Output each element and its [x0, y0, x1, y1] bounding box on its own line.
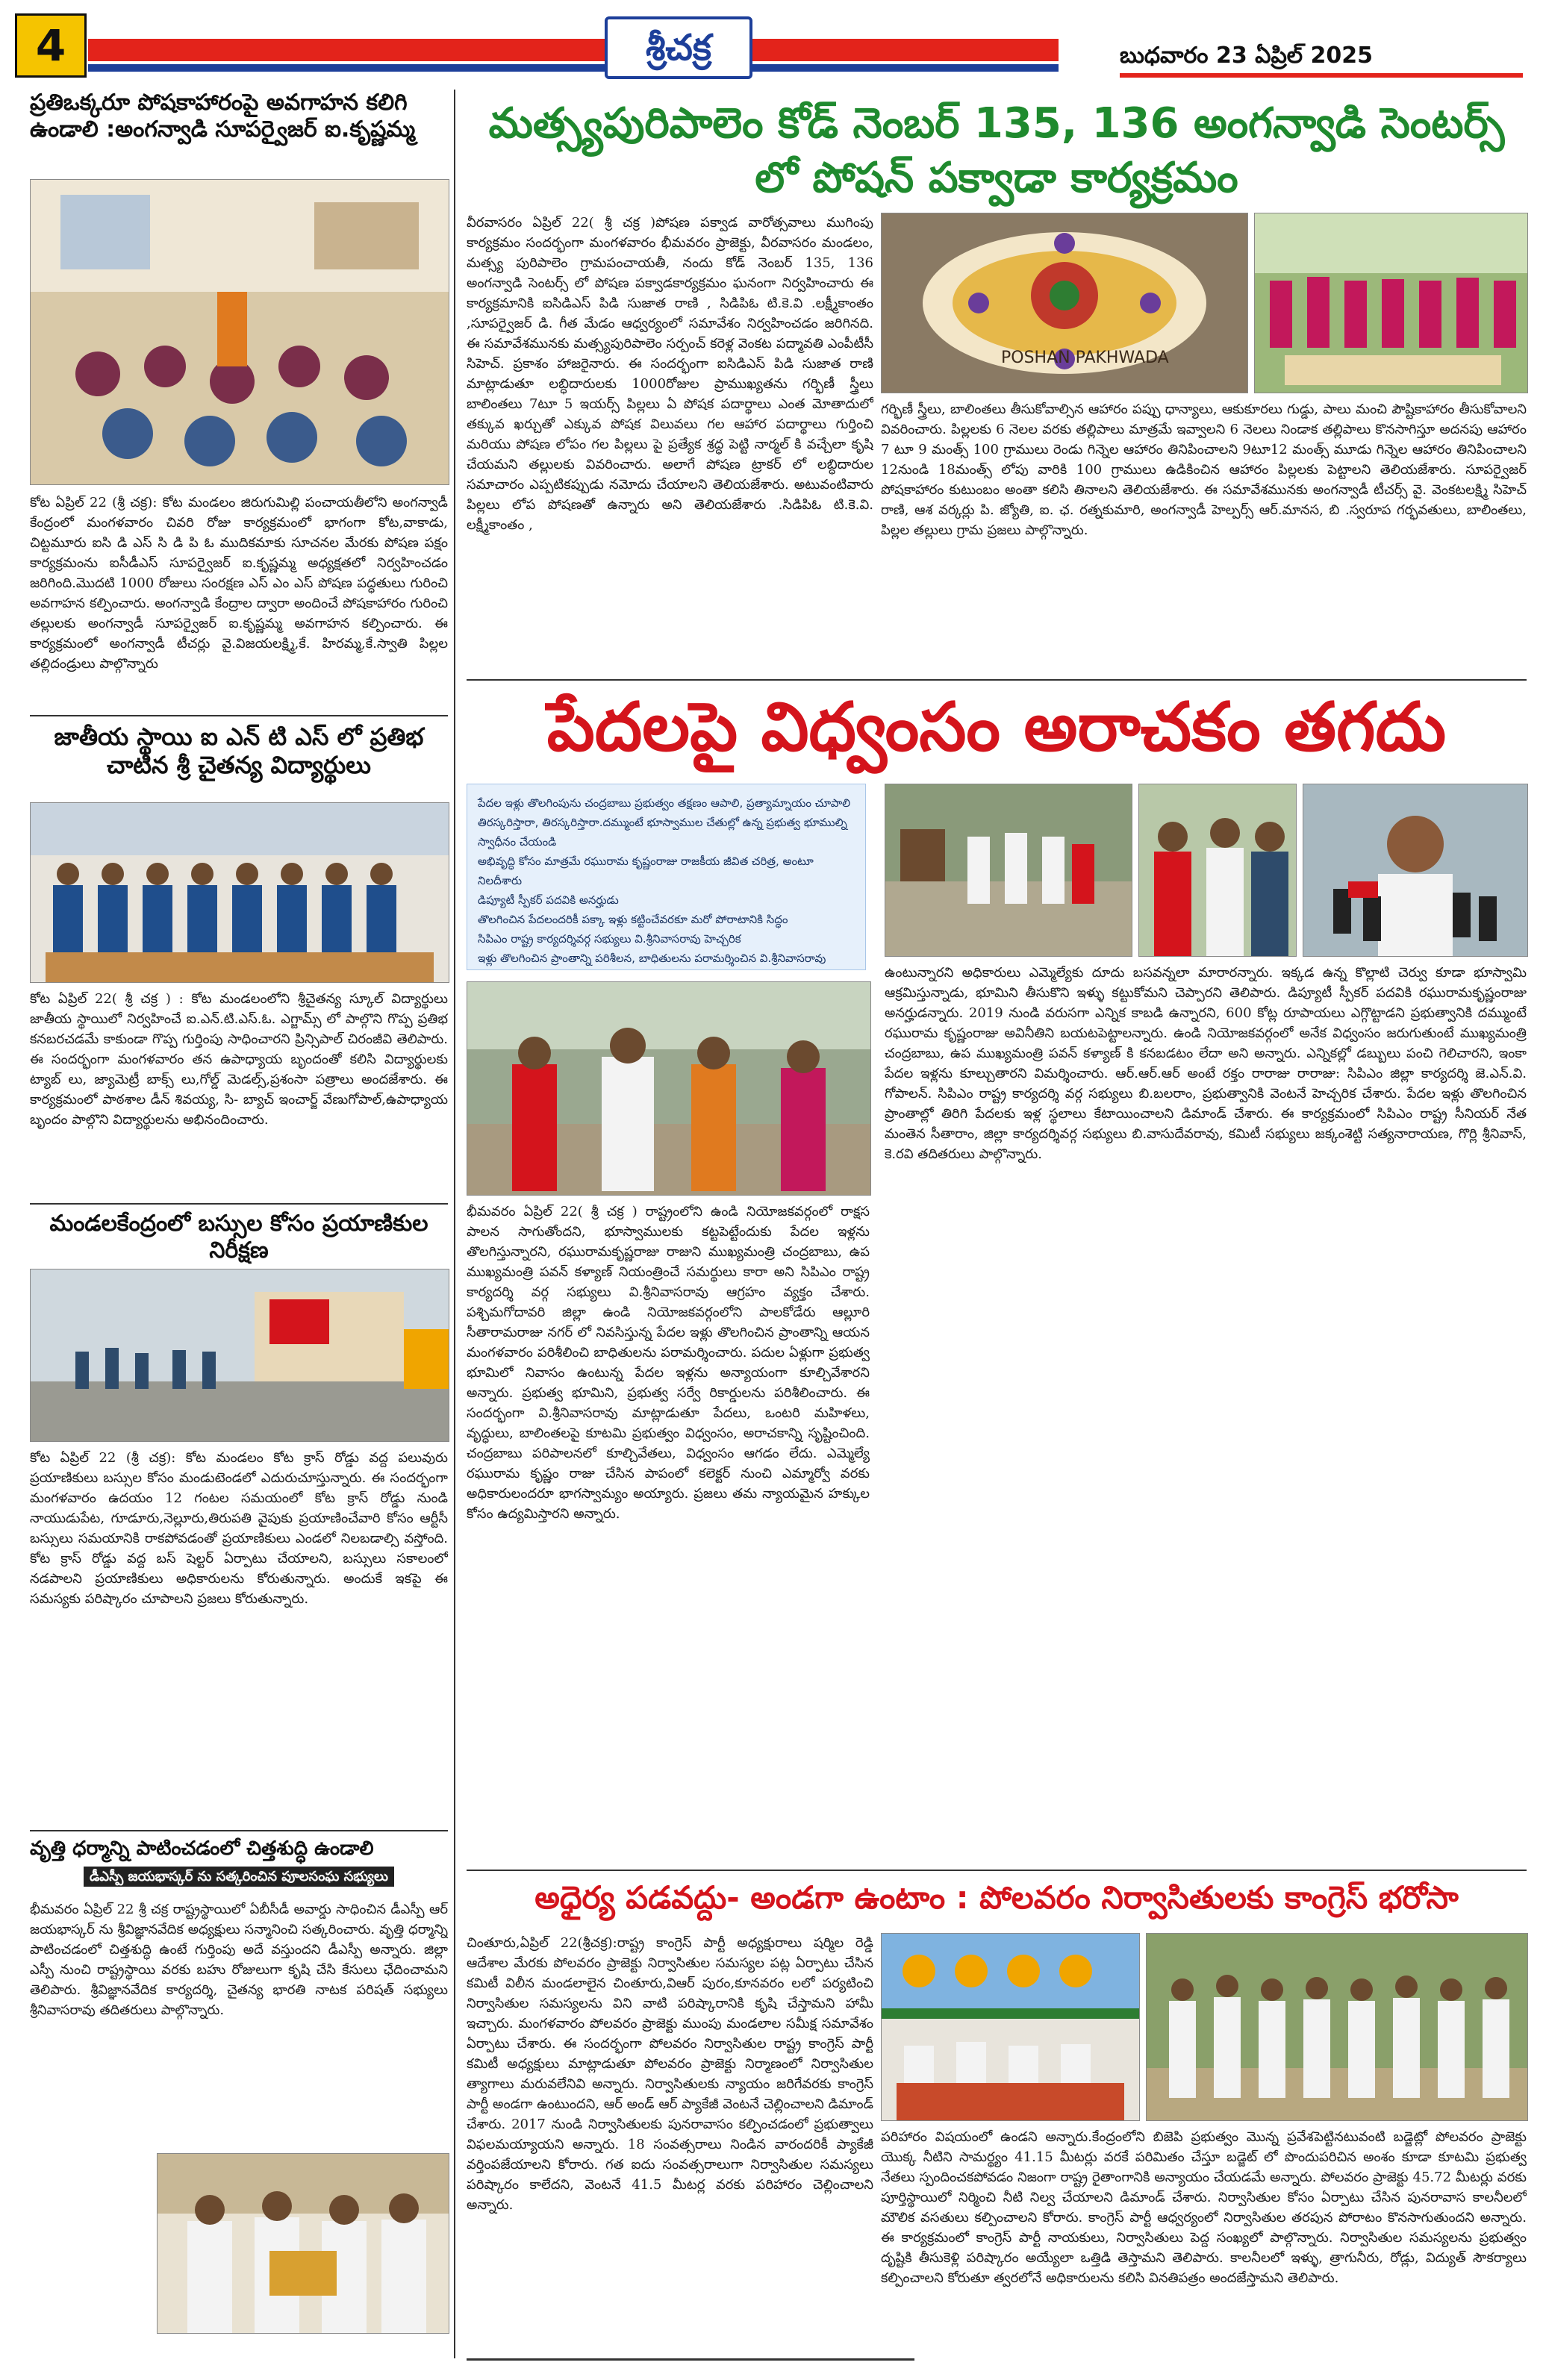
vritti-subhead-wrap: [30, 1869, 448, 1887]
poshan-pakhwada-rangoli-photo: [881, 213, 1248, 393]
footer-rule: [467, 2358, 914, 2361]
poshan-headline: మత్స్యపురిపాలెం కోడ్ నెంబర్ 135, 136 అంగన్వాడి సెంటర్స్ లో పోషన్ పక్వాడా కార్యక్రమం: [488, 99, 1505, 202]
article-divider: [30, 1830, 448, 1831]
pedala-headline: పేదలపై విధ్వంసం అరాచకం తగదు: [546, 688, 1447, 766]
quote-line: డిప్యూటీ స్పీకర్ పదవికి అనర్హుడు: [478, 893, 619, 907]
poshan-body-left: వీరవాసరం ఏప్రిల్ 22( శ్రీ చక్ర )పోషణ పక్వాడ వారోత్సవాలు ముగింపు కార్యక్రమం సందర్భంగా మంగళవారం భీమవరం ప్రాజెక్టు, వీరవాసరం మండలం, మత్స్య పురిపాలెం గ్రామపంచాయతీ, నందు కోడ్ నెంబర్ 135, 136 అంగన్వాడి సెంటర్స్ లో పోషణ పక్వాడకార్యక్రమం ఘనంగా నిర్వహించారు ఈ కార్యక్రమానికి ఐసిడిఎస్ పిడి సుజాత రాణి , సిడిపిఓ టి.కె.వి .లక్ష్మీకాంతం ,సూపర్వైజర్ డి. గీత మేడం ఆధ్వర్యంలో సమావేశం నిర్వహించడం జరిగినది. ఈ సమావేశమునకు మత్స్యపురిపాలెం సర్పంచ్ కరెళ్ల వెంకట పద్మావతి ఎంపీటీసీ సిహెచ్. ప్రకాశం హాజరైనారు. ఈ సందర్భంగా ఐసిడిఎస్ పిడి సుజాత రాణి మాట్లాడుతూ లబ్ధిదారులకు 1000రోజుల ప్రాముఖ్యతను గర్భిణీ స్త్రీలు బాలింతలు 7టూ 5 ఇయర్స్ పిల్లలు ఏ పోషక పదార్థాలు ఎంత మోతాదులో తక్కువ ఖర్చుతో ఎక్కువ పోషక విలువలు గల ఆహార పదార్థాలు గుర్తించి మరియు పోషణ లోపం గల పిల్లలు పై ప్రత్యేక శ్రద్ధ పెట్టి నార్మల్ కి వచ్చేలా కృషి చేయమని తల్లులకు వివరించారు. అలాగే పోషణ ట్రాకర్ లో లబ్ధిదారుల సమాచారం ఎప్పటికప్పుడు నమోదు చేయాలని తెలియజేశారు. అటువంటివారు పిల్లలు లోప పోషణతో ఉన్నారు అని తెలియజేశారు .సిడిపిఓ టి.కె.వి. లక్ష్మీకాంతం ,: [467, 215, 873, 533]
page-number: 4: [15, 13, 87, 78]
polavaram-headline: అధైర్య పడవద్దు- అండగా ఉంటాం : పోలవరం నిర్వాసితులకు కాంగ్రెస్ భరోసా: [534, 1879, 1459, 1916]
anganwadi-group-photo: [1254, 213, 1528, 393]
pedala-body-left: భీమవరం ఏప్రిల్ 22( శ్రీ చక్ర ) రాష్ట్రంలోని ఉండి నియోజకవర్గంలో రాక్షస పాలన సాగుతోందని, భూస్వాములకు కట్టపెట్టేందుకు పేదల ఇళ్లను తొలగిస్తున్నారని, రఘురామకృష్ణరాజు రాజుని ముఖ్యమంత్రి చంద్రబాబు, ఉప ముఖ్యమంత్రి పవన్ కళ్యాణ్ నియంత్రించే సమర్థులు కారా అని సిపిఎం రాష్ట్ర కార్యదర్శి వర్గ సభ్యులు వి.శ్రీనివాసరావు ఆగ్రహం వ్యక్తం చేశారు. పశ్చిమగోదావరి జిల్లా ఉండి నియోజకవర్గంలోని పాలకోడేరు ఆల్లూరి సీతారామరాజు నగర్ లో నివసిస్తున్న పేదల ఇళ్లు తొలగించిన ప్రాంతాన్ని ఆయన మంగళవారం పరిశీలించి బాధితులను పరామర్శించారు. పదుల ఏళ్లుగా ప్రభుత్వ భూమిలో నివాసం ఉంటున్న పేదల ఇళ్లను అన్యాయంగా కూల్చివేశారని అన్నారు. ప్రభుత్వ భూమిని, ప్రభుత్వ సర్వే రికార్డులను పరిశీలించారు. ఈ సందర్భంగా వి.శ్రీనివాసరావు మాట్లాడుతూ పేదలు, ఒంటరి మహిళలు, వృద్ధులు, బాలింతలపై కూటమి ప్రభుత్వం విధ్వంసం, అరాచకాన్ని సృష్టించింది. చంద్రబాబు పరిపాలనలో కూల్చివేతలు, విధ్వంసం ఆగడం లేదు. ఎమ్మెల్యే రఘురామ కృష్ణం రాజు చేసిన పాపంలో కలెక్టర్ నుంచి ఎమ్మార్వో వరకు అధికారులందరూ భాగస్వామ్యం అయ్యారు. ప్రజలు తమ న్యాయమైన హక్కుల కోసం ఉద్యమిస్తారని అన్నారు.: [467, 1204, 870, 1522]
pedala-body-right: ఉంటున్నారని అధికారులు ఎమ్మెల్యేకు దూదు బసవన్నలా మారారన్నారు. ఇక్కడ ఉన్న కొల్లాటి చెర్వు కూడా భూస్వామి ఆక్రమిస్తున్నాడు, భూమిని తీసుకొని ఇళ్ళు కట్టుకోమని చెప్పారని తెలిపారు. డిప్యూటీ స్పీకర్ పదవికి రఘురామకృష్ణంరాజు అనర్హుడన్నారు. 2019 నుండి వరుసగా ఎన్నిక కాబడి ఉన్నారని, 600 కోట్ల రూపాయలు ఎగ్గొట్టాడని ప్రభుత్వానికి దమ్ముంటే రఘురామ కృష్ణంరాజు అవినీతిని బయటపెట్టాలన్నారు. ఉండి నియోజకవర్గంలో అనేక విధ్వంసం జరుగుతుంటే ముఖ్యమంత్రి చంద్రబాబు, ఉప ముఖ్యమంత్రి పవన్ కళ్యాణ్ కి కనబడటం లేదా అని అన్నారు. ఎన్నికల్లో డబ్బులు పంచి గెలిచారని, ఇంకా పేదల ఇళ్లను కూల్చుతారని విమర్శించారు. ఆర్.ఆర్.ఆర్ అంటే రక్తం రారాజు రారాజు: సిపిఎం జిల్లా కార్యదర్శి జె.ఎన్.వి. గోపాలన్. సిపిఎం రాష్ట్ర కార్యదర్శి వర్గ సభ్యులు బి.బలరాం, ప్రభుత్వానికి వెంటనే హెచ్చరిక చేశారు. పేదల ఇళ్లు తొలగించిన ప్రాంతాల్లో తిరిగి పేదలకు ఇళ్ల స్థలాలు కేటాయించాలని డిమాండ్ చేశారు. ఈ కార్యక్రమంలో సిపిఎం రాష్ట్ర సీనియర్ నేత మంతెన సీతారాం, జిల్లా కార్యదర్శివర్గ సభ్యులు బి.వాసుదేవరావు, కమిటీ సభ్యులు జక్కంశెట్టి సత్యనారాయణ, గొర్లి శ్రీనివాస్, కె.రవి తదితరులు పాల్గొన్నారు.: [885, 965, 1527, 1162]
bus-headline: మండలకేంద్రంలో బస్సుల కోసం ప్రయాణికుల నిరీక్షణ: [49, 1211, 428, 1264]
quote-line: అభివృద్ధి కోసం మాత్రమే రఘురామ కృష్ణంరాజు రాజకీయ జీవిత చరిత్ర, అంటూ నిలదీశారు: [478, 855, 814, 887]
quote-line: తొలగించిన పేదలందరికీ పక్కా ఇళ్లు కట్టించేవరకూ మరో పోరాటానికి సిద్ధం: [478, 913, 788, 926]
quote-line: సిపిఎం రాష్ట్ర కార్యదర్శివర్గ సభ్యులు వి.శ్రీనివాసరావు హెచ్చరిక: [478, 932, 741, 946]
quote-line: పేదల ఇళ్లు తొలగింపును చంద్రబాబు ప్రభుత్వం తక్షణం ఆపాలి, ప్రత్యామ్నాయం చూపాలి: [478, 796, 851, 810]
quote-line: ఇళ్లు తొలగించిన ప్రాంతాన్ని పరిశీలన, బాధితులను పరామర్శించిన వి.శ్రీనివాసరావు: [478, 952, 826, 965]
chaitanya-body: కోట ఏప్రిల్ 22( శ్రీ చక్ర ) : కోట మండలంలోని శ్రీచైతన్య స్కూల్ విద్యార్థులు జాతీయ స్థాయిలో నిర్వహించే ఐ.ఎన్.టి.ఎస్.ఓ. ఎగ్జామ్స్ లో పాల్గొని గొప్ప ప్రతిభ కనబరచడమే కాకుండా గొప్ప గుర్తింపు సాధించారని ప్రిన్సిపాల్ చిరంజీవి తెలిపారు. ఈ సందర్భంగా మంగళవారం తన ఉపాధ్యాయ బృందంతో కలిసి విద్యార్థులకు ట్యాబ్ లు, జ్యామెట్రీ బాక్స్ లు,గోల్డ్ మెడల్స్,ప్రశంసా పత్రాలు అందజేశారు. ఈ కార్యక్రమంలో పాఠశాల డీన్ శివయ్య, సి- బ్యాచ్ ఇంచార్జ్ వేణుగోపాల్,ఉపాధ్యాయ బృందం పాల్గొని విద్యార్థులను అభినందించారు.: [30, 991, 448, 1128]
felicitation-photo: [157, 2153, 449, 2334]
cpm-leader-walk-photo: [467, 981, 871, 1196]
polavaram-body-left: చింతూరు,ఏప్రిల్ 22(శ్రీచక్ర):రాష్ట్ర కాంగ్రెస్ పార్టీ అధ్యక్షురాలు షర్మిల రెడ్డి ఆదేశాల మేరకు పోలవరం ప్రాజెక్టు నిర్వాసితుల సమస్యల పట్ల ఏర్పాటు చేసిన కమిటీ విలీన మండలాలైన చింతూరు,విఆర్ పురం,కూనవరం లలో పర్యటించి నిర్వాసితుల సమస్యలను విని వాటి పరిష్కారానికి కృషి చేస్తామని హామీ ఇచ్చారు. మంగళవారం పోలవరం ప్రాజెక్టు ముంపు మండలాల సమీక్ష సమావేశం ఏర్పాటు చేశారు. ఈ సందర్భంగా పోలవరం నిర్వాసితుల రాష్ట్ర కాంగ్రెస్ పార్టీ కమిటీ అధ్యక్షులు మాట్లాడుతూ పోలవరం ప్రాజెక్టు నిర్మాణంలో నిర్వాసితుల త్యాగాలు మరువలేనివి అన్నారు. నిర్వాసితులకు న్యాయం జరిగేవరకు కాంగ్రెస్ పార్టీ అండగా ఉంటుందని, ఆర్ అండ్ ఆర్ ప్యాకేజీ వెంటనే చెల్లించాలని డిమాండ్ చేశారు. 2017 నుండి నిర్వాసితులకు పునరావాసం కల్పించడంలో ప్రభుత్వాలు విఫలమయ్యాయని అన్నారు. 18 సంవత్సరాలు నిండిన వారందరికీ ప్యాకేజీ వర్తింపజేయాలని కోరారు. గత ఐదు సంవత్సరాలుగా నిర్వాసితుల సమస్యలు పరిష్కారం కాలేదని, వెంటనే 41.5 మీటర్ల వరకు పరిహారం చెల్లించాలని అన్నారు.: [467, 1935, 873, 2213]
students-group-photo: [30, 802, 449, 983]
article-divider: [30, 1203, 448, 1205]
masthead: [0, 0, 1543, 82]
column-divider: [454, 90, 455, 2358]
article-divider: [467, 679, 1527, 681]
anganwadi-meeting-photo: [30, 179, 449, 485]
polavaram-body-right: పరిహారం విషయంలో ఉండని అన్నారు.కేంద్రంలోని బిజెపి ప్రభుత్వం మొన్న ప్రవేశపెట్టినటువంటి బడ్జెట్లో పోలవరం ప్రాజెక్టు యొక్క నీటిని సామర్థ్యం 41.15 మీటర్లు వరకే పరిమితం చేస్తూ బడ్జెట్ లో పొందుపరిచిన అంశం కూడా కూటమి ప్రభుత్వ నేతలు స్పందించకపోవడం నిజంగా రాష్ట్ర రైతాంగానికి అన్యాయం చేయడమే అన్నారు. పోలవరం ప్రాజెక్టు 45.72 మీటర్లు వరకు పూర్తిస్థాయిలో నిర్మించి నీటి నిల్వ చేయాలని డిమాండ్ చేశారు. నిర్వాసితుల కోసం ఏర్పాటు చేసిన పునరావాస కాలనీలలో మౌలిక వసతులు కల్పించాలని కోరారు. కాంగ్రెస్ పార్టీ ఆధ్వర్యంలో నిర్వాసితుల తరపున పోరాటం కొనసాగుతుందని అన్నారు. ఈ కార్యక్రమంలో కాంగ్రెస్ పార్టీ నాయకులు, నిర్వాసితులు పెద్ద సంఖ్యలో పాల్గొన్నారు. నిర్వాసితుల సమస్యలను ప్రభుత్వం దృష్టికి తీసుకెళ్లి పరిష్కారం అయ్యేలా ఒత్తిడి తెస్తామని తెలిపారు. కాలనీలలో ఇళ్ళు, త్రాగునీరు, రోడ్లు, విద్యుత్ సౌకర్యాలు కల్పించాలని కోరుతూ త్వరలోనే అధికారులను కలిసి వినతిపత్రం అందజేస్తామని తెలిపారు.: [881, 2129, 1527, 2286]
anganwadi-headline: ప్రతిఒక్కరూ పోషకాహారంపై అవగాహన కలిగి ఉండాలి :అంగన్వాడి సూపర్వైజర్ ఐ.కృష్ణమ్మ: [30, 90, 416, 143]
newspaper-logo: శ్రీచక్ర: [605, 16, 752, 79]
congress-field-visit-photo: [1146, 1933, 1528, 2121]
quote-line: తిరస్కరిస్తారా, తిరస్కరిస్తారా.దమ్ముంటే భూస్వాముల చేతుల్లో ఉన్న ప్రభుత్వ భూముల్ని స్వాధీనం చేయండి: [478, 816, 847, 849]
anganwadi-body: కోట ఏప్రిల్ 22 (శ్రీ చక్ర): కోట మండలం జిరుగుమిల్లి పంచాయతీలోని అంగన్వాడీ కేంద్రంలో మంగళవారం చివరి రోజు కార్యక్రమంలో భాగంగా కోట,వాకాడు, చిట్టమూరు ఐసి డి ఎస్ సి డి పి ఓ ముదికమాకు సూచనల మేరకు పోషణ పక్షం కార్యక్రమంను ఐసీడీఎస్ సూపర్వైజర్ ఐ.కృష్ణమ్మ అధ్యక్షతలో నిర్వహించడం జరిగింది.మొదటి 1000 రోజులు సంరక్షణ ఎస్ ఎం ఎస్ పోషణ పద్ధతులు గురించి అవగాహన కల్పించారు. అంగన్వాడి కేంద్రాల ద్వారా అందించే పోషకాహారం గురించి తల్లులకు అంగన్వాడీ సూపర్వైజర్ ఐ.కృష్ణమ్మ అవగాహన కల్పించారు. ఈ కార్యక్రమంలో అంగన్వాడీ టీచర్లు వై.విజయలక్ష్మి,కే. హిరమ్మ,కే.స్వాతి పిల్లల తల్లిదండ్రులు పాల్గొన్నారు: [30, 495, 448, 672]
media-interview-photo: [1303, 784, 1528, 957]
bus-stop-crowd-photo: [30, 1269, 449, 1442]
demolition-site-photo: [885, 784, 1132, 957]
rangoli-text: POSHAN PAKHWADA: [1001, 349, 1169, 367]
cpm-leaders-photo: [1138, 784, 1297, 957]
bus-body: కోట ఏప్రిల్ 22 (శ్రీ చక్ర): కోట మండలం కోట క్రాస్ రోడ్డు వద్ద పలువురు ప్రయాణికులు బస్సుల కోసం మండుటెండలో ఎదురుచూస్తున్నారు. ఈ సందర్భంగా మంగళవారం ఉదయం 12 గంటల సమయంలో కోట క్రాస్ రోడ్డు నుండి నాయుడుపేట, గూడూరు,నెల్లూరు,తిరుపతి వైపుకు ప్రయాణించేవారి కోసం ఆర్టీసీ బస్సులు సమయానికి రాకపోవడంతో ప్రయాణికులు ఎండలో నిలబడాల్సి వస్తోంది. కోట క్రాస్ రోడ్డు వద్ద బస్ షెల్టర్ ఏర్పాటు చేయాలని, బస్సులు సకాలంలో నడపాలని ప్రయాణికులు అధికారులను కోరుతున్నారు. అందుకే ఇకపై ఈ సమస్యకు పరిష్కారం చూపాలని ప్రజలు కోరుతున్నారు.: [30, 1450, 448, 1607]
pedala-quote-box: [467, 784, 866, 970]
article-divider: [30, 715, 448, 716]
vritti-body: భీమవరం ఏప్రిల్ 22 శ్రీ చక్ర రాష్ట్రస్థాయిలో ఏబీసీడీ అవార్డు సాధించిన డీఎస్పీ ఆర్ జయభాస్కర్ ను శ్రీవిజ్ఞానవేదిక అధ్యక్షులు సన్మానించి సత్కరించారు. వృత్తి ధర్మాన్ని పాటించడంలో చిత్తశుద్ధి ఉంటే గుర్తింపు అదే వస్తుందని డీఎస్పీ అన్నారు. జిల్లా ఎస్పీ నుంచి రాష్ట్రస్థాయి వరకు బహు రోజులుగా కృషి చేసి కేసులు ఛేదించామని తెలిపారు. శ్రీవిజ్ఞానవేదిక కార్యదర్శి, చైతన్య భారతి నాటక పరిషత్ సభ్యులు శ్రీనివాసరావు తదితరులు పాల్గొన్నారు.: [30, 1902, 448, 2018]
chaitanya-headline: జాతీయ స్థాయి ఐ ఎన్ టి ఎస్ లో ప్రతిభ చాటిన శ్రీ చైతన్య విద్యార్థులు: [54, 722, 424, 780]
masthead-blue-bar: [88, 64, 1059, 72]
issue-date: బుధవారం 23 ఏప్రిల్ 2025: [1120, 39, 1523, 78]
vritti-headline: వృత్తి ధర్మాన్ని పాటించడంలో చిత్తశుద్ధి ఉండాలి: [30, 1837, 374, 1860]
poshan-body-right: గర్భిణీ స్త్రీలు, బాలింతలు తీసుకోవాల్సిన ఆహారం పప్పు ధాన్యాలు, ఆకుకూరలు గుడ్డు, పాలు మంచి పౌష్టికాహారం తీసుకోవాలని వివరించారు. పిల్లలకు 6 నెలల వరకు తల్లిపాలు మాత్రమే ఇవ్వాలని 6 నెలలు నిండాక తల్లిపాలు కొనసాగిస్తూ అదనపు ఆహారం 7 టూ 9 మంత్స్ 100 గ్రాములు రెండు గిన్నెల ఆహారం తినిపించాలని 9టూ12 మంత్స్ మూడు గిన్నెల ఆహారం తినిపించాలని 12నుండి 18మంత్స్ లోపు వారికి 100 గ్రాములు ఉడికించిన ఆహారం పిల్లలకు పెట్టాలని తెలియజేశారు. సూపర్వైజర్ పోషకాహారం కుటుంబం అంతా కలిసి తినాలని తెలియజేశారు. ఈ సమావేశమునకు అంగన్వాడీ టీచర్స్ వై. వెంకటలక్ష్మి సిహెచ్ రాణి, ఆశ వర్కర్లు పి. జ్యోతి, ఐ. ఛ. రత్నకుమారి, అంగన్వాడీ హెల్పర్స్ ఆర్.మానస, బి .స్వరూప గర్భవతులు, బాలింతలు, పిల్లల తల్లులు గ్రామ ప్రజలు పాల్గొన్నారు.: [881, 402, 1527, 538]
vritti-subhead: డీఎస్పీ జయభాస్కర్ ను సత్కరించిన పూలసంఘ సభ్యులు: [84, 1867, 394, 1887]
article-divider: [467, 1870, 1527, 1871]
masthead-red-bar: [88, 39, 1059, 61]
congress-meeting-photo: [881, 1933, 1140, 2121]
